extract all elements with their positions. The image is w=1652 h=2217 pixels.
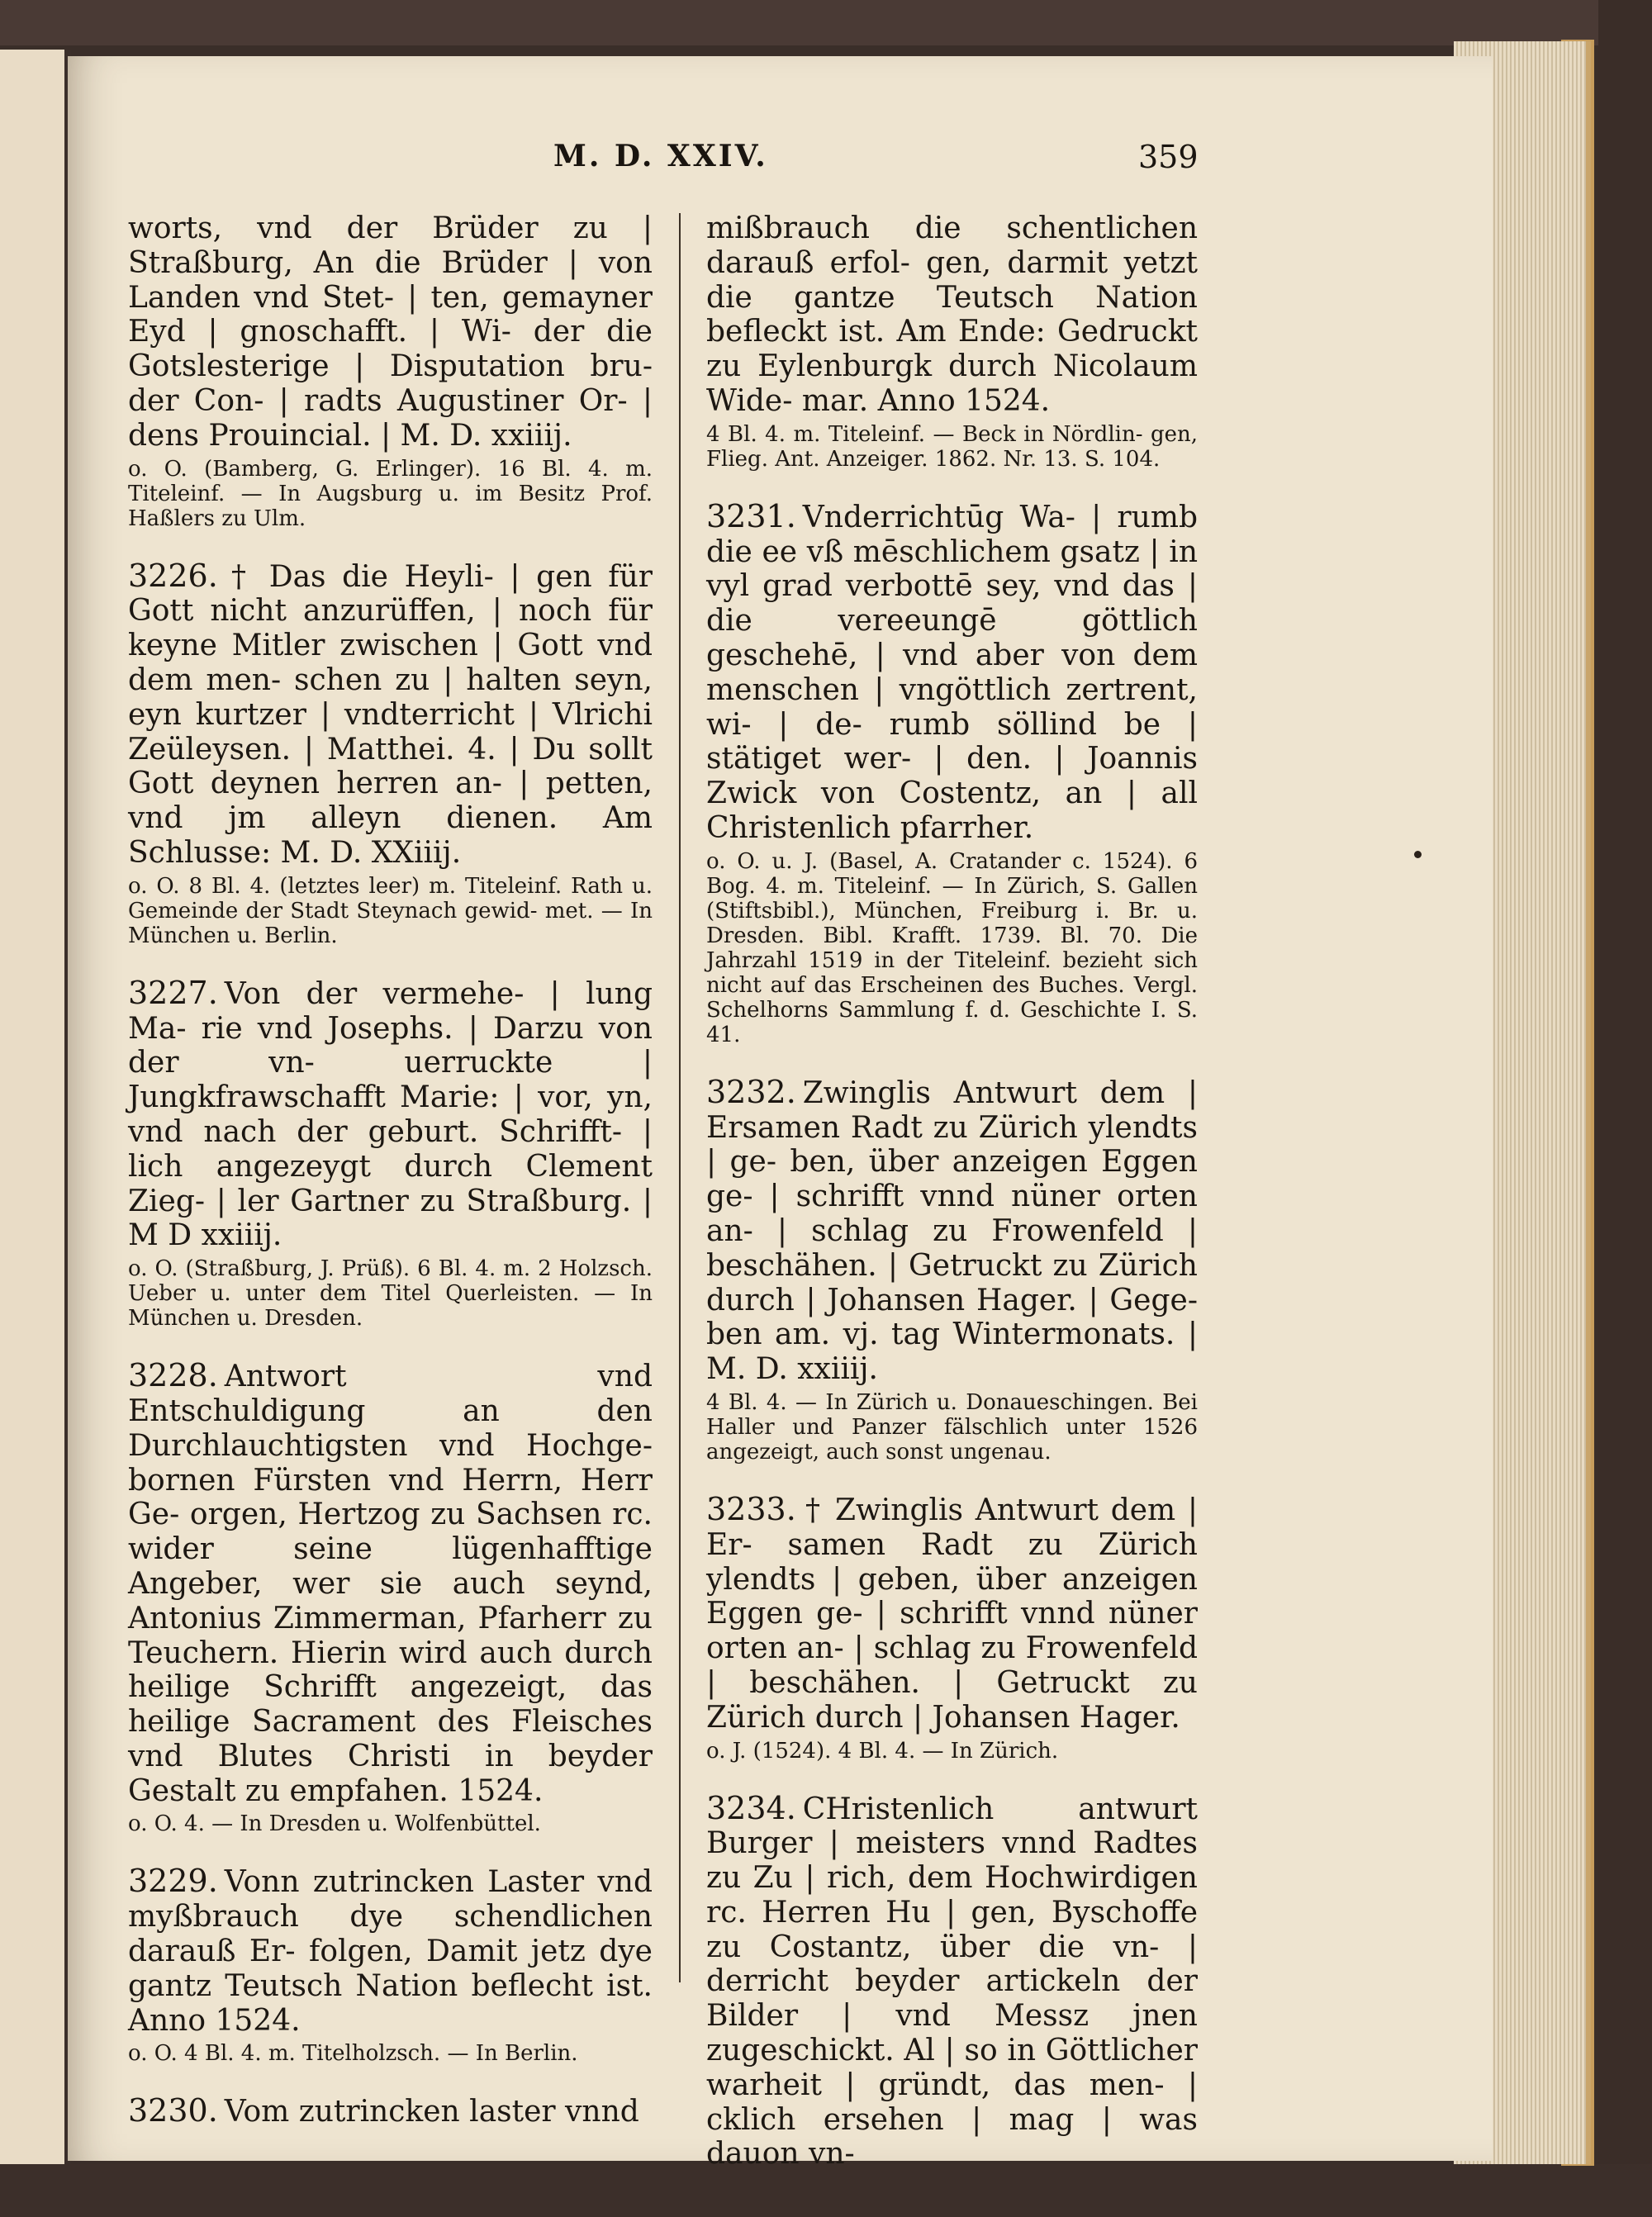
entry-number: 3231. [706, 497, 796, 534]
facing-page-edge [0, 50, 71, 2164]
background-right [1598, 0, 1652, 2217]
entry-note: o. O. 4 Bl. 4. m. Titelholzsch. — In Berlin. [128, 2041, 578, 2067]
entry-number: 3229. [128, 1863, 218, 1900]
entry-text: Von der vermehe- | lung Ma- rie vnd Josephs. | Darzu von der vn- uerruckte | Jungkfrawschafft Marie: | vor, yn, vnd nach der geburt. Schrifft- | lich angezeygt durch Clement Zieg- | ler Gartner zu Straßburg. | M D xxiiij. [128, 976, 653, 1253]
column-divider [679, 213, 681, 1982]
entry-3228 [128, 1359, 653, 1836]
entry-text: Antwort vnd Entschuldigung an den Durchlauchtigsten vnd Hochge- bornen Fürsten vnd Herrn, Herr Ge- orgen, Hertzog zu Sachsen rc. wider seine lügenhafftige Angeber, wer sie auch seynd, Antonius Zimmerman, Pfarherr zu Teuchern. Hierin wird auch durch heilige Schrifft angezeigt, das heilige Sacrament des Fleisches vnd Blutes Christi in beyder Gestalt zu empfahen. 1524. [128, 1360, 653, 1808]
entry-3232 [706, 1075, 1198, 1465]
entry-number: 3233. [706, 1490, 796, 1527]
entry-note: o. O. 8 Bl. 4. (letztes leer) m. Titeleinf. Rath u. Gemeinde der Stadt Steynach gewid- met. — In München u. Berlin. [128, 873, 653, 948]
entry-text: Zwinglis Antwurt dem | Ersamen Radt zu Zürich ylendts | ge- ben, über anzeigen Eggen ge- | schrifft vnnd nüner orten an- | schlag zu Frowenfeld | beschähen. | Getruckt zu Zürich durch | Johansen Hager. | Gege- ben am. vj. tag Wintermonats. | M. D. xxiiij. [706, 1075, 1198, 1387]
entry-text: Vnderrichtūg Wa- | rumb die ee vß mēschlichem gsatz | in vyl grad verbottē sey, vnd das | die vereeungē göttlich geschehē, | vnd aber von dem menschen | vngöttlich zertrent, wi- | de- rumb söllind be | stätiget wer- | den. | Joannis Zwick von Costentz, an | all Christenlich pfarrher. [706, 500, 1198, 845]
entry-3230-continued [706, 211, 1198, 472]
ink-speck [1414, 851, 1422, 858]
entry-3234 [706, 1789, 1198, 2172]
entry-continued [128, 211, 653, 531]
entry-3226 [128, 559, 653, 948]
entry-note: o. O. u. J. (Basel, A. Cratander c. 1524). 6 Bog. 4. m. Titeleinf. — In Zürich, S. Gallen (Stiftsbibl.), München, Freiburg i. Br. u. Dresden. Bibl. Krafft. 1739. Bl. 70. Die Jahrzahl 1519 in der Titeleinf. bezieht sich nicht auf das Erscheinen des Buches. Vergl. Schelhorns Sammlung f. d. Geschichte I. S. 41. [706, 848, 1198, 1047]
entry-number: 3227. [128, 974, 218, 1011]
running-title: M. D. XXIV. [553, 139, 768, 173]
entry-note: o. O. (Bamberg, G. Erlinger). 16 Bl. 4. m. Titeleinf. — In Augsburg u. im Besitz Prof. Haßlers zu Ulm. [128, 456, 653, 531]
entry-number: 3232. [706, 1073, 796, 1110]
entry-number: 3234. [706, 1789, 796, 1826]
entry-3233 [706, 1490, 1198, 1764]
left-column [128, 211, 653, 2158]
page-number: 359 [1138, 139, 1199, 175]
entry-note: 4 Bl. 4. m. Titeleinf. — Beck in Nördlin- gen, Flieg. Ant. Anzeiger. 1862. Nr. 13. S. 104. [706, 421, 1198, 472]
entry-number: 3230. [128, 2092, 218, 2129]
entry-number: 3228. [128, 1357, 218, 1394]
entry-3230 [128, 2094, 653, 2129]
entry-note: o. J. (1524). 4 Bl. 4. — In Zürich. [706, 1738, 1059, 1764]
entry-number: 3226. [128, 557, 218, 594]
entry-3229 [128, 1864, 653, 2066]
entry-3227 [128, 976, 653, 1331]
right-column [706, 211, 1198, 2200]
running-head [0, 139, 1652, 180]
entry-text: Vom zutrincken laster vnnd [224, 2095, 639, 2129]
entry-3231 [706, 497, 1198, 1047]
entry-text: worts, vnd der Brüder zu | Straßburg, An die Brüder | von Landen vnd Stet- | ten, gemayner Eyd | gnoschafft. | Wi- der die Gotslesterige | Disputation bru- der Con- | radts Augustiner Or- | dens Prouincial. | M. D. xxiiij. [128, 211, 653, 453]
entry-note: 4 Bl. 4. — In Zürich u. Donaueschingen. Bei Haller und Panzer fälschlich unter 1526 angezeigt, auch sonst ungenau. [706, 1389, 1198, 1465]
entry-note: o. O. 4. — In Dresden u. Wolfenbüttel. [128, 1811, 541, 1837]
entry-text: Vonn zutrincken Laster vnd myßbrauch dye schendlichen darauß Er- folgen, Damit jetz dye gantz Teutsch Nation beflecht ist. Anno 1524. [128, 1865, 653, 2038]
entry-text: † Zwinglis Antwurt dem | Er- samen Radt zu Zürich ylendts | geben, über anzeigen Eggen ge- | schrifft vnnd nüner orten an- | schlag zu Frowenfeld | beschähen. | Getruckt zu Zürich durch | Johansen Hager. [706, 1493, 1198, 1735]
background-top [0, 0, 1652, 45]
entry-text: † Das die Heyli- | gen für Gott nicht anzurüffen, | noch für keyne Mitler zwischen | Gott vnd dem men- schen zu | halten seyn, eyn kurtzer | vndterricht | Vlrichi Zeüleysen. | Matthei. 4. | Du sollt Gott deynen herren an- | petten, vnd jm alleyn dienen. Am Schlusse: M. D. XXiiij. [128, 559, 653, 870]
entry-note: o. O. (Straßburg, J. Prüß). 6 Bl. 4. m. 2 Holzsch. Ueber u. unter dem Titel Querleisten. — In München u. Dresden. [128, 1256, 653, 1332]
entry-text: mißbrauch die schentlichen darauß erfol- gen, darmit yetzt die gantze Teutsch Nation befleckt ist. Am Ende: Gedruckt zu Eylenburgk durch Nicolaum Wide- mar. Anno 1524. [706, 211, 1198, 418]
entry-text: CHristenlich antwurt Burger | meisters vnnd Radtes zu Zu | rich, dem Hochwirdigen rc. Herren Hu | gen, Byschoffe zu Costantz, über die vn- | derricht beyder artickeln der Bilder | vnd Messz jnen zugeschickt. Al | so in Göttlicher warheit | gründt, das men- | cklich ersehen | mag | was dauon vn- [706, 1792, 1198, 2172]
